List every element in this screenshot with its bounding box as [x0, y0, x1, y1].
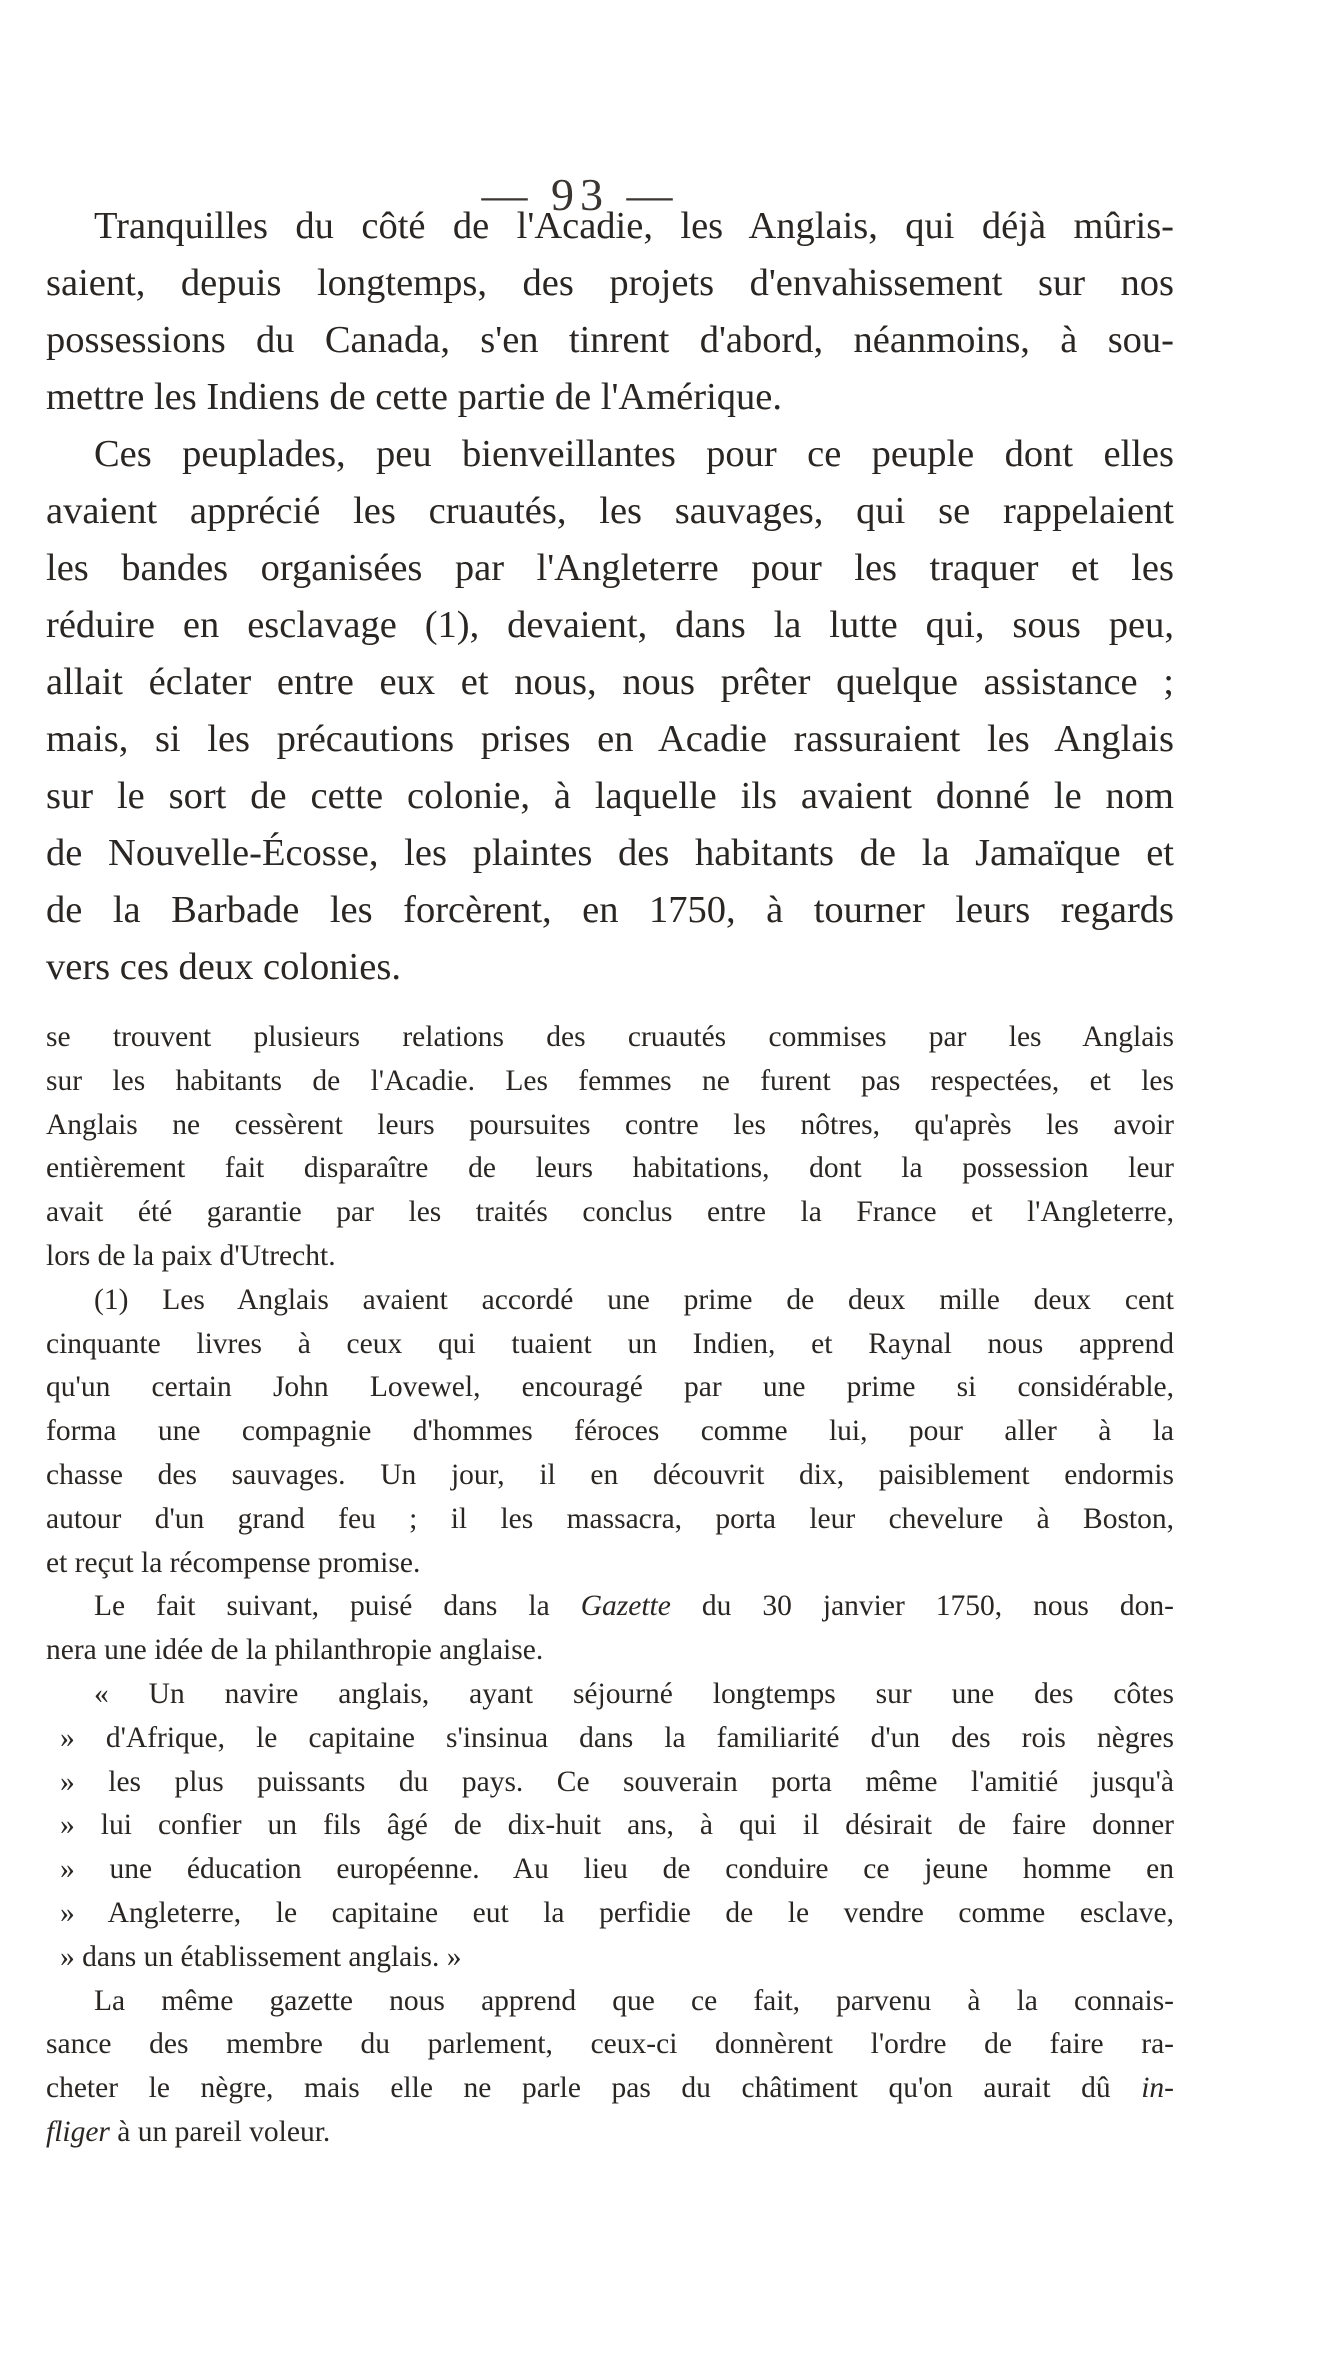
- gazette-text-after: du 30 janvier 1750, nous don-: [670, 1590, 1174, 1623]
- note-line: lors de la paix d'Utrecht.: [46, 1239, 336, 1272]
- quote-line: » d'Afrique, le capitaine s'insinua dans la familiarité d'un des rois nègres: [60, 1721, 1174, 1754]
- note-line: forma une compagnie d'hommes féroces comme lui, pour aller à la: [46, 1415, 1174, 1448]
- text-line: Ces peuplades, peu bienveillantes pour ce peuple dont elles: [94, 433, 1174, 475]
- page-number: — 93 —: [481, 169, 679, 220]
- note-line: [46, 1585, 1174, 1629]
- note-line: sance des membre du parlement, ceux-ci donnèrent l'ordre de faire ra-: [46, 2028, 1174, 2061]
- footnote-1: [46, 1279, 1174, 1586]
- text-line: mettre les Indiens de cette partie de l'Amérique.: [46, 376, 782, 418]
- closing-paragraph: [46, 1980, 1174, 2155]
- text-line: de la Barbade les forcèrent, en 1750, à tourner leurs regards: [46, 889, 1174, 931]
- text-line: possessions du Canada, s'en tinrent d'abord, néanmoins, à sou-: [46, 319, 1174, 361]
- quote-line: » lui confier un fils âgé de dix-huit ans, à qui il désirait de faire donner: [60, 1809, 1174, 1842]
- note-line: qu'un certain John Lovewel, encouragé par une prime si considérable,: [46, 1371, 1174, 1404]
- quote-line: » les plus puissants du pays. Ce souverain porta même l'amitié jusqu'à: [60, 1765, 1174, 1798]
- gazette-title: Gazette: [580, 1590, 671, 1623]
- text-line: les bandes organisées par l'Angleterre pour les traquer et les: [46, 547, 1174, 589]
- closing-text-after: à un pareil voleur.: [109, 2115, 331, 2148]
- text-line: allait éclater entre eux et nous, nous prêter quelque assistance ;: [46, 661, 1174, 703]
- body-text: [46, 198, 1174, 996]
- quote-line: « Un navire anglais, ayant séjourné longtemps sur une des côtes: [94, 1677, 1174, 1710]
- closing-italic-word: in-: [1141, 2072, 1174, 2105]
- note-line: se trouvent plusieurs relations des cruautés commises par les Anglais: [46, 1021, 1174, 1053]
- footnotes: [46, 1016, 1174, 2155]
- footnote-continuation: [46, 1016, 1174, 1279]
- closing-text-before: cheter le nègre, mais elle ne parle pas du châtiment qu'on aurait dû: [46, 2072, 1142, 2105]
- body-paragraph-2: [46, 426, 1174, 996]
- note-line: sur les habitants de l'Acadie. Les femmes ne furent pas respectées, et les: [46, 1064, 1174, 1097]
- gazette-text-before: Le fait suivant, puisé dans la: [94, 1590, 581, 1623]
- note-line: nera une idée de la philanthropie anglaise.: [46, 1634, 544, 1667]
- quote-line: » Angleterre, le capitaine eut la perfidie de le vendre comme esclave,: [60, 1896, 1174, 1929]
- note-line: [46, 2111, 1174, 2155]
- text-line: de Nouvelle-Écosse, les plaintes des habitants de la Jamaïque et: [46, 832, 1174, 874]
- note-line: (1) Les Anglais avaient accordé une prime de deux mille deux cent: [94, 1283, 1174, 1316]
- note-line: avait été garantie par les traités conclus entre la France et l'Angleterre,: [46, 1196, 1174, 1229]
- note-line: [46, 2067, 1174, 2111]
- note-line: entièrement fait disparaître de leurs habitations, dont la possession leur: [46, 1152, 1174, 1185]
- body-paragraph-1: [46, 198, 1174, 426]
- quotation: [46, 1673, 1174, 1980]
- note-line: autour d'un grand feu ; il les massacra, porta leur chevelure à Boston,: [46, 1502, 1174, 1535]
- text-line: avaient apprécié les cruautés, les sauvages, qui se rappelaient: [46, 490, 1174, 532]
- text-line: réduire en esclavage (1), devaient, dans la lutte qui, sous peu,: [46, 604, 1174, 646]
- note-line: et reçut la récompense promise.: [46, 1546, 421, 1579]
- note-line: Anglais ne cessèrent leurs poursuites contre les nôtres, qu'après les avoir: [46, 1108, 1174, 1141]
- text-line: saient, depuis longtemps, des projets d'envahissement sur nos: [46, 262, 1174, 304]
- quote-line: » une éducation européenne. Au lieu de conduire ce jeune homme en: [60, 1853, 1174, 1886]
- note-line: chasse des sauvages. Un jour, il en découvrit dix, paisiblement endormis: [46, 1458, 1174, 1491]
- closing-italic-word: fliger: [46, 2115, 110, 2148]
- text-line: sur le sort de cette colonie, à laquelle ils avaient donné le nom: [46, 775, 1174, 817]
- text-line: vers ces deux colonies.: [46, 946, 401, 988]
- note-line: La même gazette nous apprend que ce fait, parvenu à la connais-: [94, 1984, 1174, 2017]
- text-line: Tranquilles du côté de l'Acadie, les Anglais, qui déjà mûris-: [94, 205, 1174, 247]
- note-line: cinquante livres à ceux qui tuaient un Indien, et Raynal nous apprend: [46, 1327, 1174, 1360]
- text-line: mais, si les précautions prises en Acadie rassuraient les Anglais: [46, 718, 1174, 760]
- gazette-paragraph: [46, 1585, 1174, 1673]
- quote-line: » dans un établissement anglais. »: [60, 1940, 462, 1973]
